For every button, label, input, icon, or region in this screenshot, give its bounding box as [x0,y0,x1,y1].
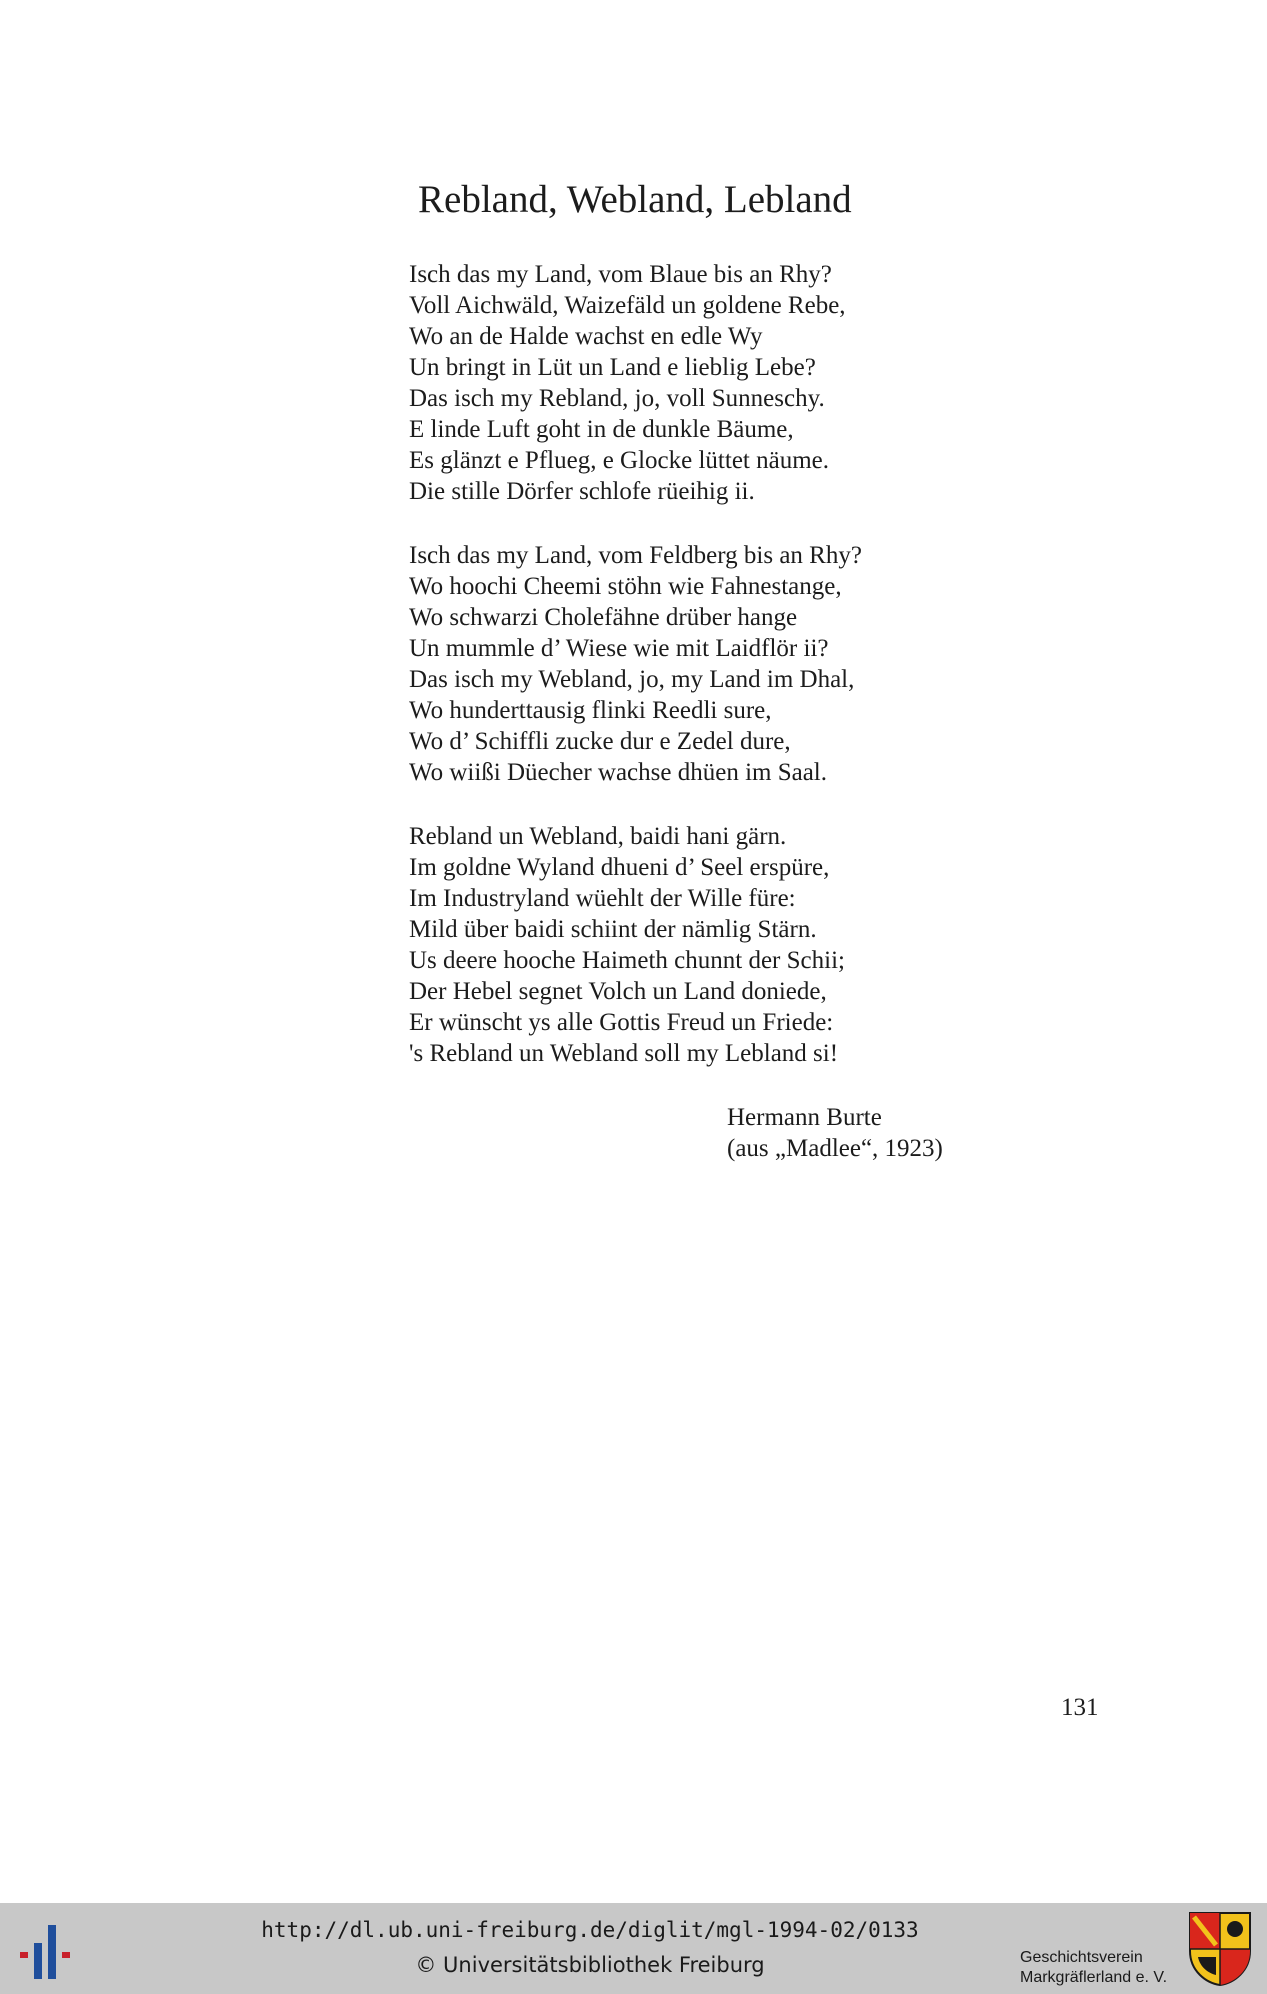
poem-line: Us deere hooche Haimeth chunnt der Schii; [409,947,845,974]
poem-line: 's Rebland un Webland soll my Lebland si! [409,1040,839,1067]
poem-line: Un mummle d’ Wiese wie mit Laidflör ii? [409,635,829,662]
poem-line: Un bringt in Lüt un Land e lieblig Lebe? [409,354,816,381]
poem-signature [727,1102,943,1164]
poem-line: Isch das my Land, vom Blaue bis an Rhy? [409,261,832,288]
society-name-line-1: Geschichtsverein [1020,1949,1143,1966]
poem-line: E linde Luft goht in de dunkle Bäume, [409,416,794,443]
stanza-1 [409,259,846,507]
poem-title: Rebland, Webland, Lebland [418,178,852,221]
poem-line: Wo an de Halde wachst en edle Wy [409,323,763,350]
poem-line: Wo hoochi Cheemi stöhn wie Fahnestange, [409,573,842,600]
society-name-line-2: Markgräflerland e. V. [1020,1969,1168,1986]
source-note: (aus „Madlee“, 1923) [727,1135,943,1162]
poem-line: Voll Aichwäld, Waizefäld un goldene Rebe, [409,292,846,319]
poem-line: Im goldne Wyland dhueni d’ Seel erspüre, [409,854,830,881]
footer-url-link[interactable]: http://dl.ub.uni-freiburg.de/diglit/mgl-1994-02/0133 [261,1918,919,1942]
poem-line: Wo wiißi Düecher wachse dhüen im Saal. [409,759,828,786]
poem-line: Der Hebel segnet Volch un Land doniede, [409,978,827,1005]
poem-line: Wo schwarzi Cholefähne drüber hange [409,604,798,631]
coat-of-arms-icon[interactable] [1188,1911,1252,1987]
society-name [1020,1948,1167,1988]
footer-bar [0,1903,1267,1994]
stanza-3 [409,821,845,1069]
poem-line: Er wünscht ys alle Gottis Freud un Friede: [409,1009,834,1036]
stanza-2 [409,540,862,788]
footer-copyright: © Universitätsbibliothek Freiburg [415,1953,765,1977]
ub-freiburg-logo-icon[interactable] [16,1919,80,1983]
poem-line: Es glänzt e Pflueg, e Glocke lüttet näume. [409,447,830,474]
poem-line: Das isch my Webland, jo, my Land im Dhal, [409,666,855,693]
poem-line: Isch das my Land, vom Feldberg bis an Rhy? [409,542,862,569]
poem-line: Wo d’ Schiffli zucke dur e Zedel dure, [409,728,791,755]
poem-line: Mild über baidi schiint der nämlig Stärn. [409,916,817,943]
poem-line: Die stille Dörfer schlofe rüeihig ii. [409,478,755,505]
page-number: 131 [1061,1694,1099,1721]
poem-line: Wo hunderttausig flinki Reedli sure, [409,697,772,724]
poem-line: Im Industryland wüehlt der Wille füre: [409,885,796,912]
author-name: Hermann Burte [727,1104,882,1131]
poem-line: Rebland un Webland, baidi hani gärn. [409,823,787,850]
poem-line: Das isch my Rebland, jo, voll Sunneschy. [409,385,825,412]
